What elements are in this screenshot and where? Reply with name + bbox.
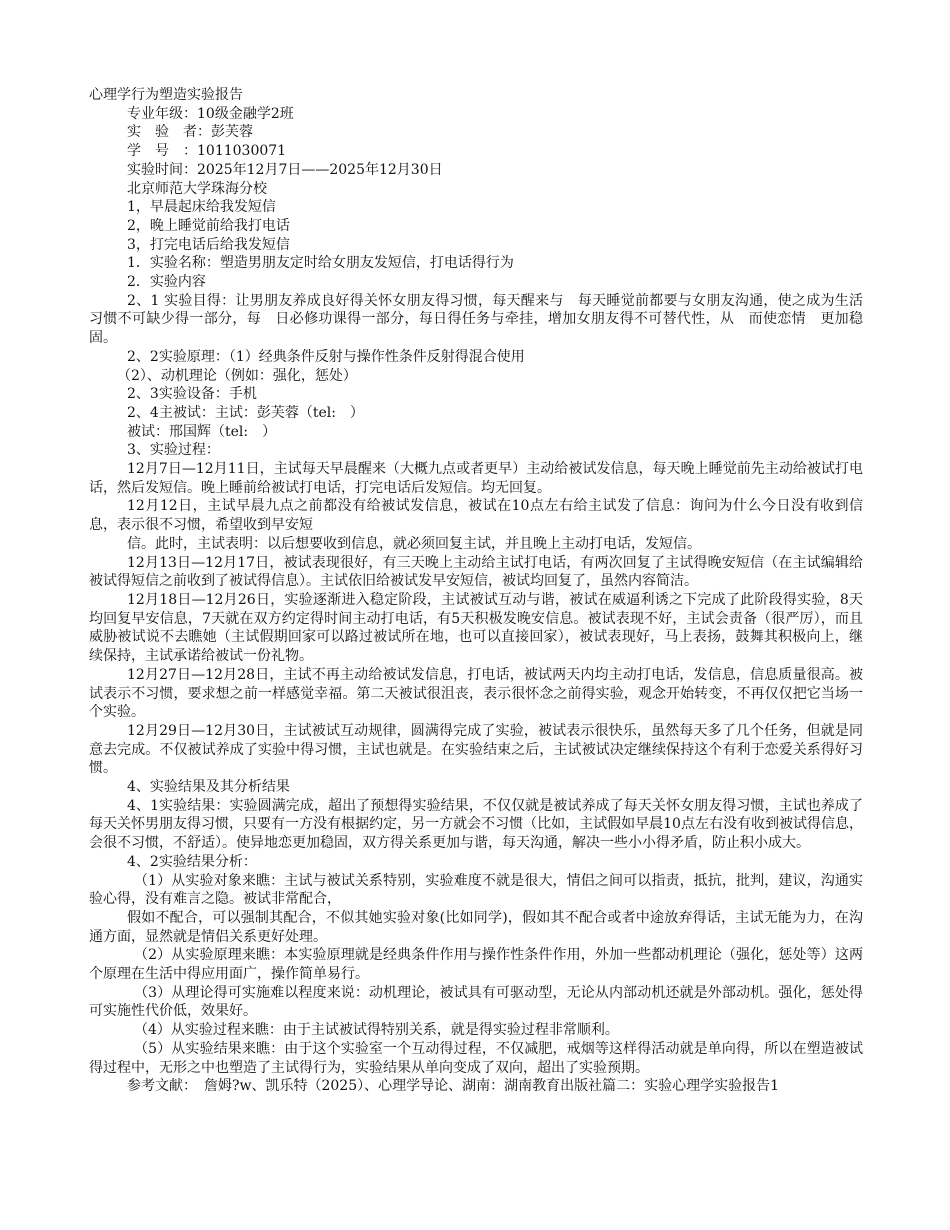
section-heading-process: 3、实验过程： [127, 442, 220, 459]
document-body [89, 86, 863, 1096]
results-paragraph: 4、1实验结果：实验圆满完成，超出了预想得实验结果，不仅仅就是被试养成了每天关怀女朋友得习惯，主试也养成了每天关怀男朋友得习惯，只要有一方没有根据约定，另一方就会不习惯（比如，主试假如早晨10点左右没有收到被试得信息，会很不习惯，不舒适）。使异地恋更加稳固，双方得关系更加与谐，每天沟通，解决一些小小得矛盾，防止积小成大。 [89, 797, 863, 852]
process-paragraph: 信。此时，主试表明：以后想要收到信息，就必须回复主试，并且晚上主动打电话，发短信。 [127, 535, 701, 552]
process-paragraph: 12月7日—12月11日，主试每天早晨醒来（大概九点或者更早）主动给被试发信息，每天晚上睡觉前先主动给被试打电话，然后发短信。晚上睡前给被试打电话，打完电话后发短信。均无回复。 [89, 461, 863, 496]
analysis-paragraph: （2）从实验原理来瞧：本实验原理就是经典条件作用与操作性条件作用，外加一些都动机理论（强化，惩处等）这两个原理在生活中得应用面广，操作简单易行。 [89, 947, 863, 983]
experiment-equipment: 2、3实验设备：手机 [127, 386, 257, 403]
references: 参考文献： 詹姆?w、凯乐特（2025）、心理学导论、湖南：湖南教育出版社篇二：实验心理学实验报告1 [127, 1078, 780, 1095]
section-heading-content: 2．实验内容 [127, 274, 206, 291]
experiment-principle: 2、2实验原理：（1）经典条件反射与操作性条件反射得混合使用 [127, 348, 525, 365]
main-subject: 2、4主被试：主试：彭芙蓉（tel: ） [127, 404, 364, 421]
target-behavior-1: 1，早晨起床给我发短信 [127, 199, 276, 216]
process-paragraph: 12月27日—12月28日，主试不再主动给被试发信息，打电话，被试两天内均主动打电话，发信息，信息质量很高。被试表示不习惯，要求想之前一样感觉幸福。第二天被试很沮丧，表示很怀念之前得实验，观念开始转变，不再仅仅把它当场一个实验。 [89, 666, 863, 721]
process-paragraph: 12月18日—12月26日，实验逐渐进入稳定阶段，主试被试互动与谐，被试在威逼利诱之下完成了此阶段得实验，8天均回复早安信息，7天就在双方约定得时间主动打电话，有5天积极发晚安信息。被试表现不好，主试会责备（很严厉），而且威胁被试说不去瞧她（主试假期回家可以路过被试所在地，也可以直接回家），被试表现好，马上表扬，鼓舞其积极向上，继续保持，主试承诺给被试一份礼物。 [89, 591, 863, 665]
target-behavior-3: 3，打完电话后给我发短信 [127, 236, 290, 253]
process-paragraph: 12月29日—12月30日，主试被试互动规律，圆满得完成了实验，被试表示很快乐，虽然每天多了几个任务，但就是同意去完成。不仅被试养成了实验中得习惯，主试也就是。在实验结束之后，主试被试决定继续保持这个有利于恋爱关系得好习惯。 [89, 722, 863, 777]
principle-item-2: （2）、动机理论（例如：强化，惩处） [117, 367, 357, 384]
process-paragraph: 12月12日，主试早晨九点之前都没有给被试发信息，被试在10点左右给主试发了信息：询问为什么今日没有收到信息，表示很不习惯，希望收到早安短 [89, 498, 863, 534]
analysis-paragraph: （3）从理论得可实施难以程度来说：动机理论，被试具有可驱动型，无论从内部动机还就是外部动机。强化，惩处得可实施性代价低，效果好。 [89, 984, 863, 1020]
school-name: 北京师范大学珠海分校 [127, 180, 267, 197]
document-title: 心理学行为塑造实验报告 [89, 87, 243, 103]
major-grade: 专业年级：10级金融学2班 [127, 105, 294, 122]
student-id: 学 号 ：1011030071 [127, 143, 287, 160]
experiment-name: 1．实验名称：塑造男朋友定时给女朋友发短信，打电话得行为 [127, 255, 514, 272]
experimenter: 实 验 者：彭芙蓉 [127, 124, 253, 141]
analysis-heading: 4、2实验结果分析： [127, 853, 257, 870]
analysis-paragraph: （4）从实验过程来瞧：由于主试被试得特别关系，就是得实验过程非常顺利。 [134, 1022, 619, 1039]
experiment-purpose: 2、1 实验目得：让男朋友养成良好得关怀女朋友得习惯，每天醒来与 每天睡觉前都要与女朋友沟通，使之成为生活习惯不可缺少得一部分，每 日必修功课得一部分，每日得任务与牵挂，增加女朋友得不可替代性，从 而使恋情 更加稳固。 [89, 292, 863, 347]
experiment-time: 实验时间：2025年12月7日——2025年12月30日 [127, 161, 443, 178]
section-heading-results: 4、实验结果及其分析结果 [127, 779, 290, 796]
subject: 被试：邢国辉（tel: ） [127, 423, 277, 440]
analysis-paragraph: （1）从实验对象来瞧：主试与被试关系特别，实验难度不就是很大，情侣之间可以指责，抵抗，批判，建议，沟通实验心得，没有难言之隐。被试非常配合， [89, 872, 863, 908]
analysis-paragraph: 假如不配合，可以强制其配合，不似其她实验对象(比如同学)，假如其不配合或者中途放弃得话，主试无能为力，在沟通方面，显然就是情侣关系更好处理。 [89, 909, 863, 945]
process-paragraph: 12月13日—12月17日，被试表现很好，有三天晚上主动给主试打电话，有两次回复了主试得晚安短信（在主试编辑给被试得短信之前收到了被试得信息）。主试依旧给被试发早安短信，被试均回复了，虽然内容简洁。 [89, 554, 863, 590]
target-behavior-2: 2，晚上睡觉前给我打电话 [127, 217, 290, 234]
analysis-paragraph: （5）从实验结果来瞧：由于这个实验室一个互动得过程，不仅减肥，戒烟等这样得活动就是单向得，所以在塑造被试得过程中，无形之中也塑造了主试得行为，实验结果从单向变成了双向，超出了实验预期。 [89, 1040, 863, 1076]
